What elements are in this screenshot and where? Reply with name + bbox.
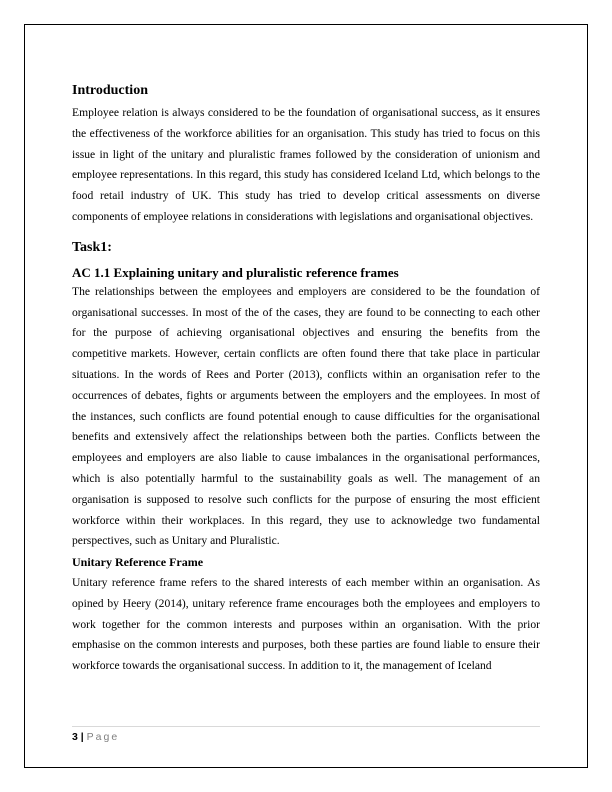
task-heading: Task1: xyxy=(72,239,112,255)
unitary-frame-paragraph: Unitary reference frame refers to the shared interests of each member within an organisation. As opined by Heery (2014), unitary reference frame encourages both the employees and employers to work together for the common interests and purposes within an organisation. With the prior emphasise on the common interests and purposes, both these parties are found liable to ensure their workforce towards the organisational success. In addition to it, the management of Iceland xyxy=(72,575,540,673)
page-number: 3 xyxy=(72,731,78,743)
page-label: Page xyxy=(86,731,120,743)
section-paragraph: The relationships between the employees and employers are considered to be the foundation of organisational successes. In most of the of the cases, they are found to be connecting to each other for the purpose of achieving organisational objectives and ensuring the benefits from the competitive markets. However, certain conflicts are often found there that take place in particular situations. In the words of Rees and Porter (2013), conflicts within an organisation refer to the occurrences of debates, fights or arguments between the employers and the employees. In most of the instances, such conflicts are found potential enough to cause difficulties for the organisational benefits and extensively affect the relationships between both the parties. Conflicts between the employees and employers are also liable to cause imbalances in the organisational performances, which is also potentially harmful to the sustainability goals as well. The management of an organisation is supposed to resolve such conflicts for the purpose of ensuring the most efficient workforce within their workplaces. In this regard, they use to acknowledge two fundamental perspectives, such as Unitary and Pluralistic. xyxy=(72,284,540,548)
section-heading: AC 1.1 Explaining unitary and pluralistic reference frames xyxy=(72,264,399,280)
page-footer xyxy=(72,726,540,743)
footer-separator: | xyxy=(80,731,84,743)
document-body xyxy=(72,82,540,677)
introduction-heading: Introduction xyxy=(72,83,148,98)
introduction-paragraph: Employee relation is always considered to be the foundation of organisational success, as it ensures the effectiveness of the workforce abilities for an organisation. This study has tried to focus on this issue in light of the unitary and pluralistic frames followed by the consideration of unionism and employee representations. In this regard, this study has considered Iceland Ltd, which belongs to the food retail industry of UK. This study has tried to develop critical assessments on diverse components of employee relations in considerations with legislations and organisational objectives. xyxy=(72,106,540,223)
unitary-frame-subheading: Unitary Reference Frame xyxy=(72,555,204,570)
